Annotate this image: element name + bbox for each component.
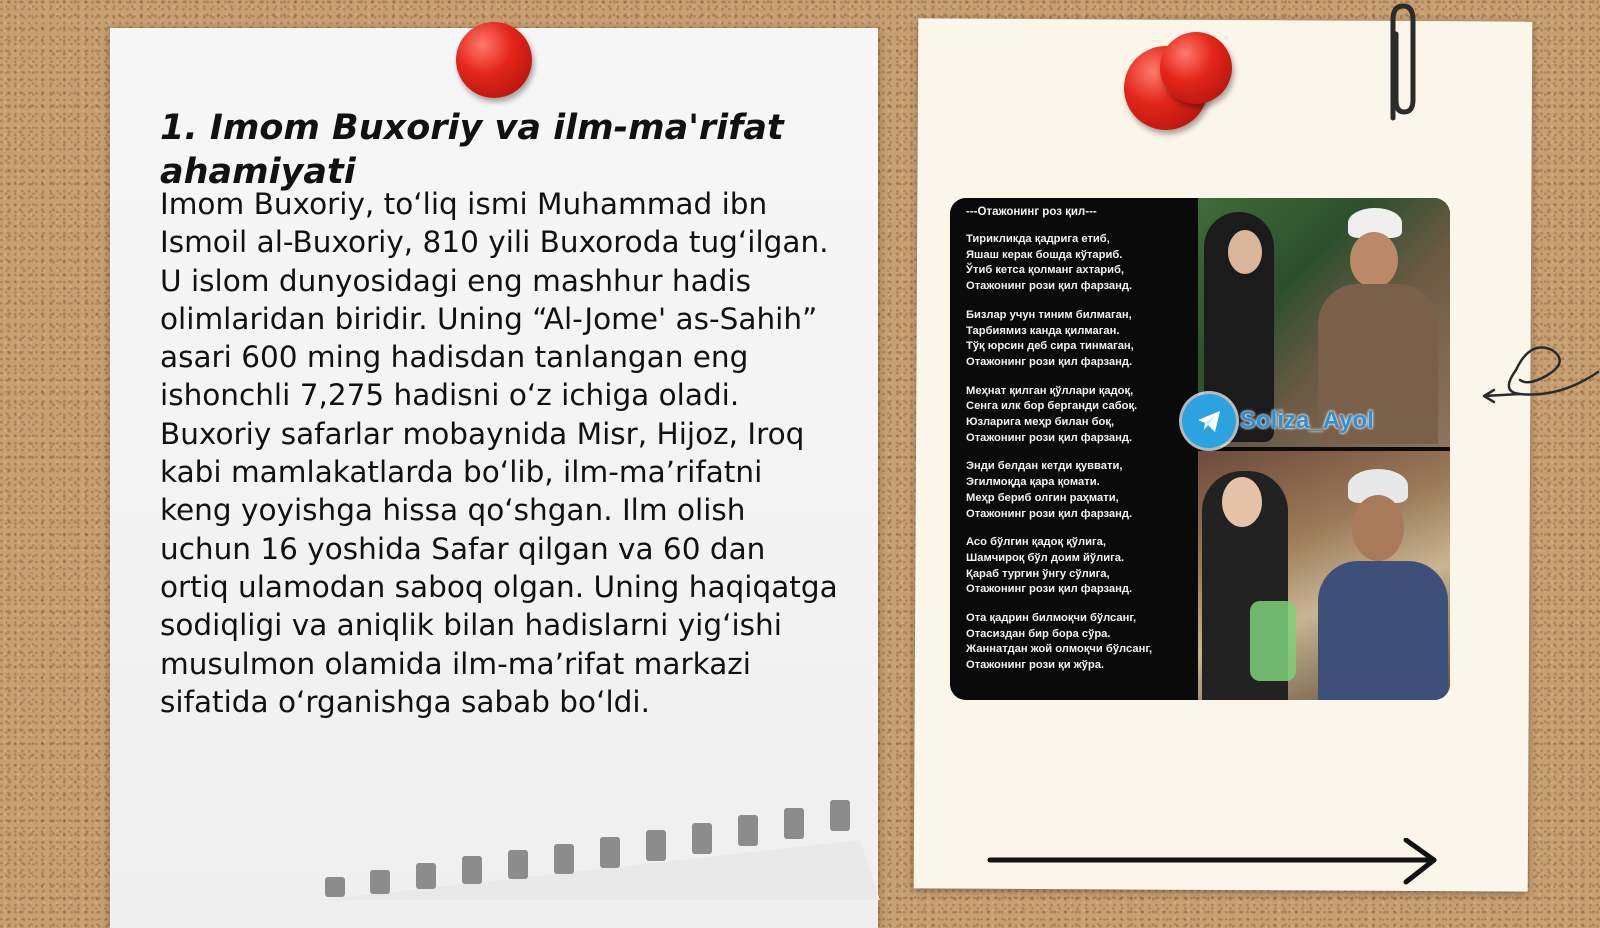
poem-image	[950, 198, 1450, 700]
poem-line: Отажонинг рози қил фарзанд.	[966, 431, 1133, 444]
poem-line: Бизлар учун тиним билмаган,	[966, 308, 1132, 321]
watermark-text: Soliza_Ayol	[1240, 407, 1374, 434]
poem-line: Эгилмоқда қара қомати.	[966, 476, 1100, 489]
poem-line: Ўтиб кетса қолманг ахтариб,	[966, 264, 1125, 277]
poem-line: Жаннатдан жой олмоқчи бўлсанг,	[966, 643, 1153, 656]
poem-line: Сенга илк бор берганди сабоқ.	[966, 400, 1138, 413]
string-doodle	[1480, 310, 1600, 410]
poem-line: Ота қадрин билмоқчи бўлсанг,	[966, 612, 1137, 625]
poem-line: Отажонинг рози қил фарзанд.	[966, 280, 1133, 293]
poem-line: Отасиздан бир бора сўра.	[966, 627, 1111, 640]
poem-stanza	[966, 232, 1188, 295]
poem-line: Юзларига меҳр билан боқ,	[966, 416, 1115, 429]
poem-line: Шамчироқ бўл доим йўлига.	[966, 551, 1125, 564]
poem-line: Тирикликда қадрига етиб,	[966, 233, 1110, 245]
red-pushpin-left	[456, 22, 532, 98]
telegram-icon	[1182, 394, 1236, 448]
slide-body-text: Imom Buxoriy, to‘liq ismi Muhammad ibn Ismoil al-Buxoriy, 810 yili Buxoroda tug‘ilgan. U islom dunyosidagi eng mashhur hadis olimlaridan biridir. Uning “Al-Jome' as-Sahih” asari 600 ming hadisdan tanlangan eng ishonchli 7,275 hadisni o‘z ichiga oladi. Buxoriy safarlar mobaynida Misr, Hijoz, Iroq kabi mamlakatlarda bo‘lib, ilm-ma’rifatni keng yoyishga hissa qo‘shgan. Ilm olish uchun 16 yoshida Safar qilgan va 60 dan ortiq ulamodan saboq olgan. Uning haqiqatga sodiqligi va aniqlik bilan hadislarni yig‘ishi musulmon olamida ilm-ma’rifat markazi sifatida o‘rganishga sabab bo‘ldi.	[160, 187, 838, 719]
poem-stanza	[966, 308, 1188, 371]
poem-line: Отажонинг рози қи жўра.	[966, 659, 1105, 672]
poem-panel	[950, 198, 1198, 700]
poem-line: Отажонинг рози қил фарзанд.	[966, 507, 1133, 520]
poem-stanza	[966, 611, 1188, 674]
poem-line: Асо бўлгин қадоқ қўлига,	[966, 536, 1106, 549]
poem-line: Меҳр бериб олгин раҳмати,	[966, 491, 1119, 504]
paperclip-icon	[1373, 0, 1423, 130]
poem-line: Энди белдан кетди қуввати,	[966, 460, 1123, 473]
slide-heading: 1. Imom Buxoriy va ilm-ma'rifat ahamiyati	[160, 108, 784, 192]
poem-line: Меҳнат қилган қўллари қадоқ,	[966, 384, 1134, 397]
red-pushpin-right-front	[1160, 32, 1232, 104]
poem-stanza	[966, 535, 1188, 598]
watermark-badge	[1182, 394, 1374, 448]
poem-stanza	[966, 384, 1188, 447]
arrow-right-icon	[986, 838, 1446, 898]
poem-line: Тўқ юрсин деб сира тинмаган,	[966, 340, 1134, 353]
poem-title: ---Отажонинг роз қил---	[966, 206, 1097, 218]
poem-line: Тарбиямиз канда қилмаган.	[966, 324, 1120, 337]
poem-line: Яшаш керак бошда кўтариб.	[966, 248, 1123, 261]
poem-stanza	[966, 459, 1188, 522]
photo-column	[1198, 198, 1450, 700]
poem-line: Қараб тургин ўнгу сўлига,	[966, 567, 1110, 580]
photo-girl-and-elders	[1198, 451, 1450, 700]
torn-paper-edge	[320, 800, 880, 900]
poem-line: Отажонинг рози қил фарзанд.	[966, 583, 1133, 596]
poem-line: Отажонинг рози қил фарзанд.	[966, 355, 1133, 368]
